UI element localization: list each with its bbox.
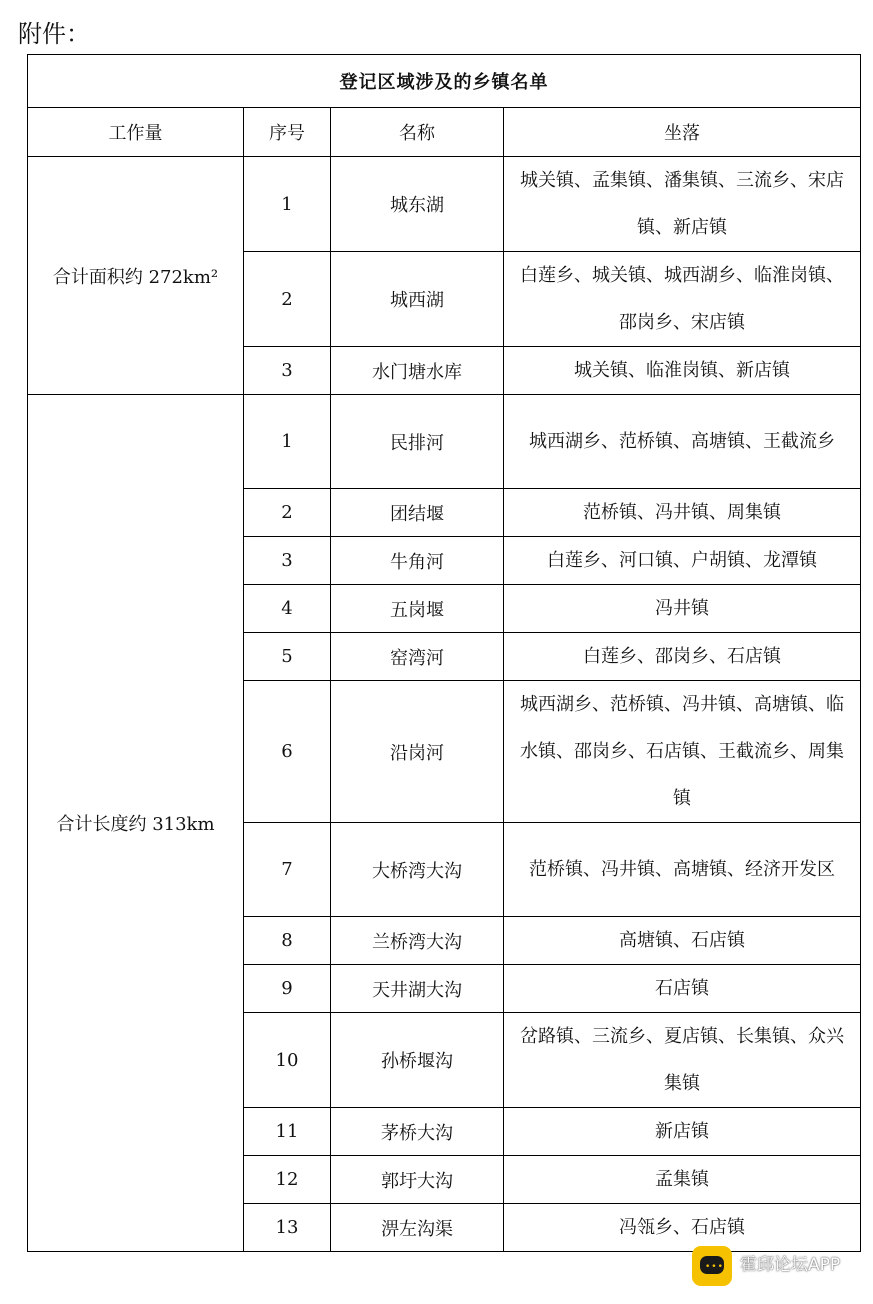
row-location: 范桥镇、冯井镇、高塘镇、经济开发区 [504,823,861,917]
row-name: 城西湖 [331,252,504,347]
row-number: 12 [244,1156,331,1204]
row-location: 城关镇、临淮岗镇、新店镇 [504,347,861,395]
header-location: 坐落 [504,108,861,157]
row-number: 3 [244,347,331,395]
row-number: 8 [244,917,331,965]
header-workload: 工作量 [28,108,244,157]
attachment-label: 附件： [18,20,90,48]
row-number: 1 [244,395,331,489]
row-location: 新店镇 [504,1108,861,1156]
township-list-table [27,54,861,1252]
row-name: 孙桥堰沟 [331,1013,504,1108]
row-name: 窑湾河 [331,633,504,681]
row-number: 2 [244,252,331,347]
row-location: 城西湖乡、范桥镇、高塘镇、王截流乡 [504,395,861,489]
watermark-text: 霍邱论坛APP [740,1255,841,1275]
row-location: 孟集镇 [504,1156,861,1204]
header-name: 名称 [331,108,504,157]
row-name: 茅桥大沟 [331,1108,504,1156]
row-name: 民排河 [331,395,504,489]
chat-bubble-icon: ••• [692,1246,732,1286]
row-number: 3 [244,537,331,585]
row-number: 13 [244,1204,331,1252]
row-location: 冯瓴乡、石店镇 [504,1204,861,1252]
row-number: 6 [244,681,331,823]
row-location: 城西湖乡、范桥镇、冯井镇、高塘镇、临水镇、邵岗乡、石店镇、王截流乡、周集镇 [504,681,861,823]
row-location: 白莲乡、河口镇、户胡镇、龙潭镇 [504,537,861,585]
row-location: 白莲乡、城关镇、城西湖乡、临淮岗镇、邵岗乡、宋店镇 [504,252,861,347]
row-number: 10 [244,1013,331,1108]
row-number: 11 [244,1108,331,1156]
row-number: 4 [244,585,331,633]
row-name: 兰桥湾大沟 [331,917,504,965]
row-location: 范桥镇、冯井镇、周集镇 [504,489,861,537]
watermark [692,1246,862,1290]
row-number: 7 [244,823,331,917]
row-location: 冯井镇 [504,585,861,633]
row-name: 大桥湾大沟 [331,823,504,917]
row-number: 1 [244,157,331,252]
group1-workload: 合计面积约 272km² [28,157,244,395]
row-name: 五岗堰 [331,585,504,633]
row-name: 牛角河 [331,537,504,585]
table-title: 登记区域涉及的乡镇名单 [28,55,861,108]
row-name: 团结堰 [331,489,504,537]
row-name: 天井湖大沟 [331,965,504,1013]
row-name: 城东湖 [331,157,504,252]
row-location: 城关镇、孟集镇、潘集镇、三流乡、宋店镇、新店镇 [504,157,861,252]
group2-workload: 合计长度约 313km [28,395,244,1252]
row-name: 沿岗河 [331,681,504,823]
row-location: 石店镇 [504,965,861,1013]
row-number: 2 [244,489,331,537]
row-number: 9 [244,965,331,1013]
row-name: 淠左沟渠 [331,1204,504,1252]
row-location: 岔路镇、三流乡、夏店镇、长集镇、众兴集镇 [504,1013,861,1108]
header-number: 序号 [244,108,331,157]
table-row [28,395,861,489]
row-location: 高塘镇、石店镇 [504,917,861,965]
row-number: 5 [244,633,331,681]
table-row [28,157,861,252]
row-name: 郭圩大沟 [331,1156,504,1204]
row-name: 水门塘水库 [331,347,504,395]
row-location: 白莲乡、邵岗乡、石店镇 [504,633,861,681]
